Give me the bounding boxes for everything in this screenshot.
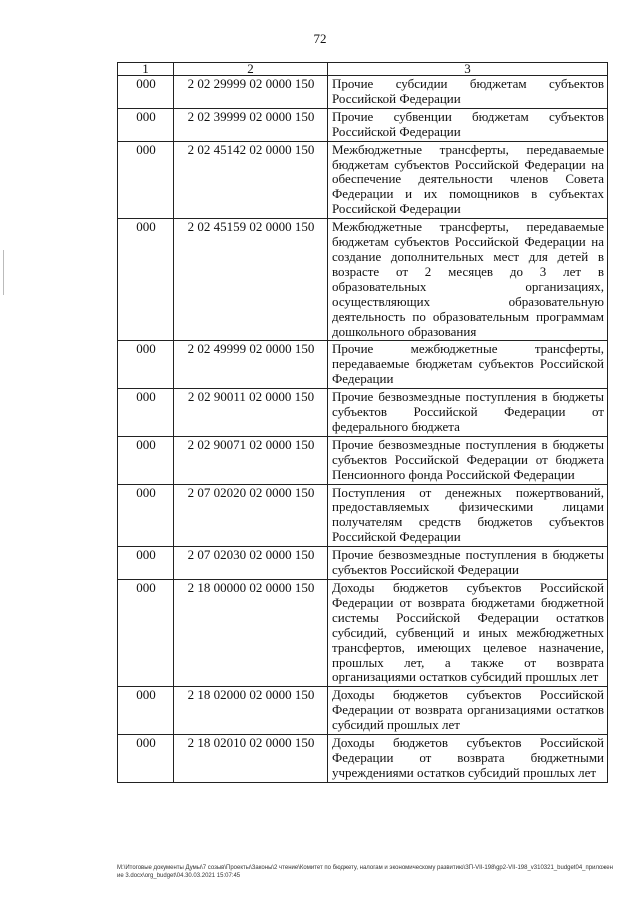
budget-code-cell: 2 02 90071 02 0000 150 xyxy=(174,436,328,484)
admin-code-cell: 000 xyxy=(118,389,174,437)
income-name-cell: Прочие субсидии бюджетам субъектов Российской Федерации xyxy=(328,76,608,109)
income-name-cell: Прочие безвозмездные поступления в бюджеты субъектов Российской Федерации от федерального бюджета xyxy=(328,389,608,437)
admin-code-cell: 000 xyxy=(118,341,174,389)
page-number: 72 xyxy=(313,31,327,46)
column-header: 1 xyxy=(118,63,174,76)
admin-code-cell: 000 xyxy=(118,219,174,341)
admin-code-cell: 000 xyxy=(118,108,174,141)
budget-code-cell: 2 07 02030 02 0000 150 xyxy=(174,547,328,580)
admin-code-cell: 000 xyxy=(118,687,174,735)
budget-code-cell: 2 18 00000 02 0000 150 xyxy=(174,580,328,687)
margin-mark xyxy=(3,250,4,295)
table-row xyxy=(118,735,608,783)
budget-code-cell: 2 02 49999 02 0000 150 xyxy=(174,341,328,389)
income-name-cell: Межбюджетные трансферты, передаваемые бюджетам субъектов Российской Федерации на обеспечение деятельности членов Совета Федерации и их помощников в субъектах Российской Федерации xyxy=(328,141,608,219)
budget-code-cell: 2 02 29999 02 0000 150 xyxy=(174,76,328,109)
admin-code-cell: 000 xyxy=(118,141,174,219)
income-name-cell: Доходы бюджетов субъектов Российской Федерации от возврата бюджетами бюджетной системы Российской Федерации остатков субсидий, субвенций и иных межбюджетных трансфертов, имеющих целевое назначение, прошлых лет, а также от возврата организациями остатков субсидий прошлых лет xyxy=(328,580,608,687)
table-row xyxy=(118,547,608,580)
admin-code-cell: 000 xyxy=(118,547,174,580)
revenue-codes-table xyxy=(117,62,608,783)
budget-code-cell: 2 02 45142 02 0000 150 xyxy=(174,141,328,219)
admin-code-cell: 000 xyxy=(118,580,174,687)
table-row xyxy=(118,76,608,109)
income-name-cell: Прочие безвозмездные поступления в бюджеты субъектов Российской Федерации от бюджета Пенсионного фонда Российской Федерации xyxy=(328,436,608,484)
budget-code-cell: 2 18 02000 02 0000 150 xyxy=(174,687,328,735)
income-name-cell: Поступления от денежных пожертвований, предоставляемых физическими лицами получателям средств бюджетов субъектов Российской Федерации xyxy=(328,484,608,547)
table-row xyxy=(118,141,608,219)
income-name-cell: Прочие субвенции бюджетам субъектов Российской Федерации xyxy=(328,108,608,141)
budget-code-cell: 2 02 45159 02 0000 150 xyxy=(174,219,328,341)
table-row xyxy=(118,219,608,341)
column-header: 3 xyxy=(328,63,608,76)
income-name-cell: Прочие межбюджетные трансферты, передаваемые бюджетам субъектов Российской Федерации xyxy=(328,341,608,389)
admin-code-cell: 000 xyxy=(118,484,174,547)
admin-code-cell: 000 xyxy=(118,436,174,484)
income-name-cell: Доходы бюджетов субъектов Российской Федерации от возврата бюджетными учреждениями остатков субсидий прошлых лет xyxy=(328,735,608,783)
budget-code-cell: 2 02 39999 02 0000 150 xyxy=(174,108,328,141)
table-row xyxy=(118,108,608,141)
file-path-footer: M:\Итоговые документы Думы\7 созыв\Проекты\Законы\2 чтение\Комитет по бюджету, налогам и экономическому развитию\ЗП-VII-198\gp2-VII-198_v310321_budget04_приложение 3.docx\org_budget\04.30.03.2021 15:07:45 xyxy=(117,865,613,879)
admin-code-cell: 000 xyxy=(118,76,174,109)
table-row xyxy=(118,580,608,687)
income-name-cell: Доходы бюджетов субъектов Российской Федерации от возврата организациями остатков субсидий прошлых лет xyxy=(328,687,608,735)
budget-code-cell: 2 07 02020 02 0000 150 xyxy=(174,484,328,547)
budget-code-cell: 2 02 90011 02 0000 150 xyxy=(174,389,328,437)
column-header: 2 xyxy=(174,63,328,76)
table-row xyxy=(118,436,608,484)
admin-code-cell: 000 xyxy=(118,735,174,783)
table-row xyxy=(118,484,608,547)
income-name-cell: Межбюджетные трансферты, передаваемые бюджетам субъектов Российской Федерации на создание дополнительных мест для детей в возрасте от 2 месяцев до 3 лет в образовательных организациях, осуществляющих образовательную деятельность по образовательным программам дошкольного образования xyxy=(328,219,608,341)
table-row xyxy=(118,341,608,389)
table-row xyxy=(118,687,608,735)
budget-code-cell: 2 18 02010 02 0000 150 xyxy=(174,735,328,783)
table-header-row xyxy=(118,63,608,76)
table-row xyxy=(118,389,608,437)
income-name-cell: Прочие безвозмездные поступления в бюджеты субъектов Российской Федерации xyxy=(328,547,608,580)
